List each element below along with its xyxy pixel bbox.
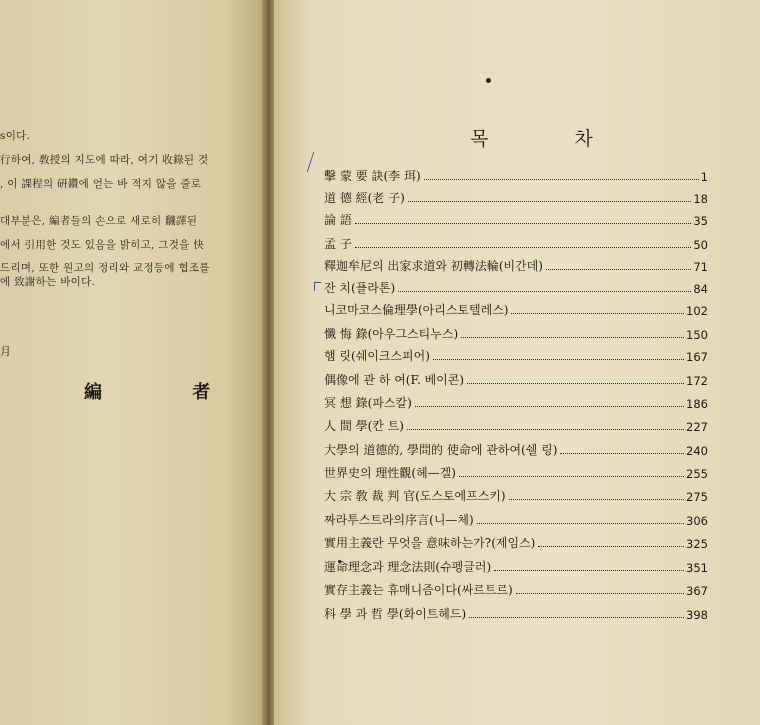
toc-page: 306	[686, 514, 708, 528]
toc-entry	[324, 300, 708, 318]
toc-leader	[398, 291, 691, 292]
left-line-3: , 이 課程의 硏鑽에 얻는 바 적지 않을 줄로	[0, 178, 202, 190]
toc-leader	[408, 201, 692, 202]
left-line-2: 行하여, 敎授의 지도에 따라, 여기 收錄된 것	[0, 154, 209, 166]
toc-leader	[560, 453, 684, 454]
toc-leader	[467, 383, 684, 384]
toc-entry	[324, 557, 708, 575]
toc-entry	[324, 463, 708, 481]
toc-page: 398	[686, 608, 708, 622]
toc-page: 102	[686, 304, 708, 318]
left-line-4: 대부분은, 編者들의 손으로 새로히 飜譯된	[0, 215, 198, 227]
ink-spot	[486, 78, 491, 83]
toc-leader	[459, 476, 684, 477]
toc-page: 71	[693, 260, 708, 274]
toc-leader	[516, 593, 684, 594]
toc-entry	[324, 370, 708, 388]
left-line-1: s이다.	[0, 130, 31, 142]
toc-page: 1	[700, 170, 708, 184]
toc-label: 偶像에 관 하 여(F. 베이콘)	[324, 373, 465, 387]
right-page	[274, 0, 760, 725]
toc-page: 255	[686, 467, 708, 481]
toc-entry	[324, 188, 708, 206]
toc-entry	[324, 604, 708, 622]
toc-label: 實存主義는 휴매니즘이다(싸르트르)	[324, 583, 513, 597]
toc-label: 擊 蒙 要 訣(李 珥)	[324, 169, 421, 183]
toc-label: 道 德 經(老 子)	[324, 191, 405, 205]
toc-page: 227	[686, 420, 708, 434]
toc-entry	[324, 256, 708, 274]
pencil-check-mark	[314, 282, 321, 291]
toc-entry	[324, 210, 708, 228]
toc-entry	[324, 166, 708, 184]
toc-page: 367	[686, 584, 708, 598]
toc-label: 니코마코스倫理學(아리스토텔레스)	[324, 303, 509, 317]
toc-page: 167	[686, 350, 708, 364]
toc-leader	[415, 406, 684, 407]
toc-entry	[324, 346, 708, 364]
left-page: · s이다. 行하여, 敎授의 지도에 따라, 여기 收錄된 것 , 이 課程의 硏鑽에 얻는 바 적지 않을 줄로 대부분은, 編者들의 손으로 새로히 飜譯된 에서 引用한 것도 있음을 밝히고, 그것을 快 드리며, 또한 원고의 정리와 교정등에 협조를 에 致謝하는 바이다. 月 編 者	[0, 0, 268, 725]
left-line-7: 에 致謝하는 바이다.	[0, 276, 96, 288]
toc-entry	[324, 324, 708, 342]
toc-label: 論 語	[324, 213, 352, 227]
toc-leader	[355, 223, 692, 224]
toc-label: 懺 悔 錄(아우그스티누스)	[324, 327, 459, 341]
toc-page: 18	[693, 192, 708, 206]
toc-page: 351	[686, 561, 708, 575]
toc-entry	[324, 440, 708, 458]
toc-label: 科 學 과 哲 學(화이트헤드)	[324, 607, 467, 621]
toc-page: 325	[686, 537, 708, 551]
toc-page: 84	[693, 282, 708, 296]
toc-entry	[324, 393, 708, 411]
toc-label: 大學의 道德的, 學問的 使命에 관하여(쉘 링)	[324, 443, 558, 457]
toc-leader	[509, 499, 684, 500]
toc-leader	[477, 523, 684, 524]
toc-label: 孟 子	[324, 237, 352, 251]
toc-page: 50	[693, 238, 708, 252]
toc-leader	[355, 247, 692, 248]
date-month: 月	[0, 345, 11, 358]
toc-page: 240	[686, 444, 708, 458]
toc-label: 人 間 學(칸 트)	[324, 419, 404, 433]
left-line-5: 에서 引用한 것도 있음을 밝히고, 그것을 快	[0, 239, 205, 251]
toc-entry	[324, 533, 708, 551]
left-line-6: 드리며, 또한 원고의 정리와 교정등에 협조를	[0, 262, 210, 274]
toc-entry	[324, 234, 708, 252]
toc-page: 186	[686, 397, 708, 411]
toc-label: 世界史의 理性觀(헤—겔)	[324, 466, 456, 480]
toc-page: 35	[693, 214, 708, 228]
toc-leader	[546, 269, 691, 270]
toc-leader	[494, 570, 684, 571]
toc-label: 冥 想 錄(파스칼)	[324, 396, 412, 410]
toc-page: 172	[686, 374, 708, 388]
toc-label: 大 宗 敎 裁 判 官(도스토에프스키)	[324, 489, 506, 503]
toc-leader	[469, 617, 684, 618]
toc-label: 햄 릿(쉐이크스피어)	[324, 349, 430, 363]
toc-page: 275	[686, 490, 708, 504]
toc-label: 짜라투스트라의序言(니—체)	[324, 513, 474, 527]
toc-entry	[324, 278, 708, 296]
toc-leader	[461, 337, 684, 338]
page-title: 목 차	[470, 128, 633, 150]
toc-entry	[324, 416, 708, 434]
editor-signature: 編 者	[84, 382, 253, 403]
toc-leader	[538, 546, 684, 547]
toc-entry	[324, 580, 708, 598]
toc-leader	[433, 359, 684, 360]
toc-entry	[324, 510, 708, 528]
toc-label: 實用主義란 무엇을 意味하는가?(제임스)	[324, 536, 536, 550]
toc-leader	[511, 313, 684, 314]
toc-label: 釋迦牟尼의 出家求道와 初轉法輪(비간데)	[324, 259, 543, 273]
toc-leader	[407, 429, 684, 430]
toc-label: 運命理念과 理念法則(슈펭글러)	[324, 560, 492, 574]
toc-page: 150	[686, 328, 708, 342]
toc-entry	[324, 486, 708, 504]
toc-leader	[424, 179, 699, 180]
toc-label: 잔 치(플라톤)	[324, 281, 396, 295]
